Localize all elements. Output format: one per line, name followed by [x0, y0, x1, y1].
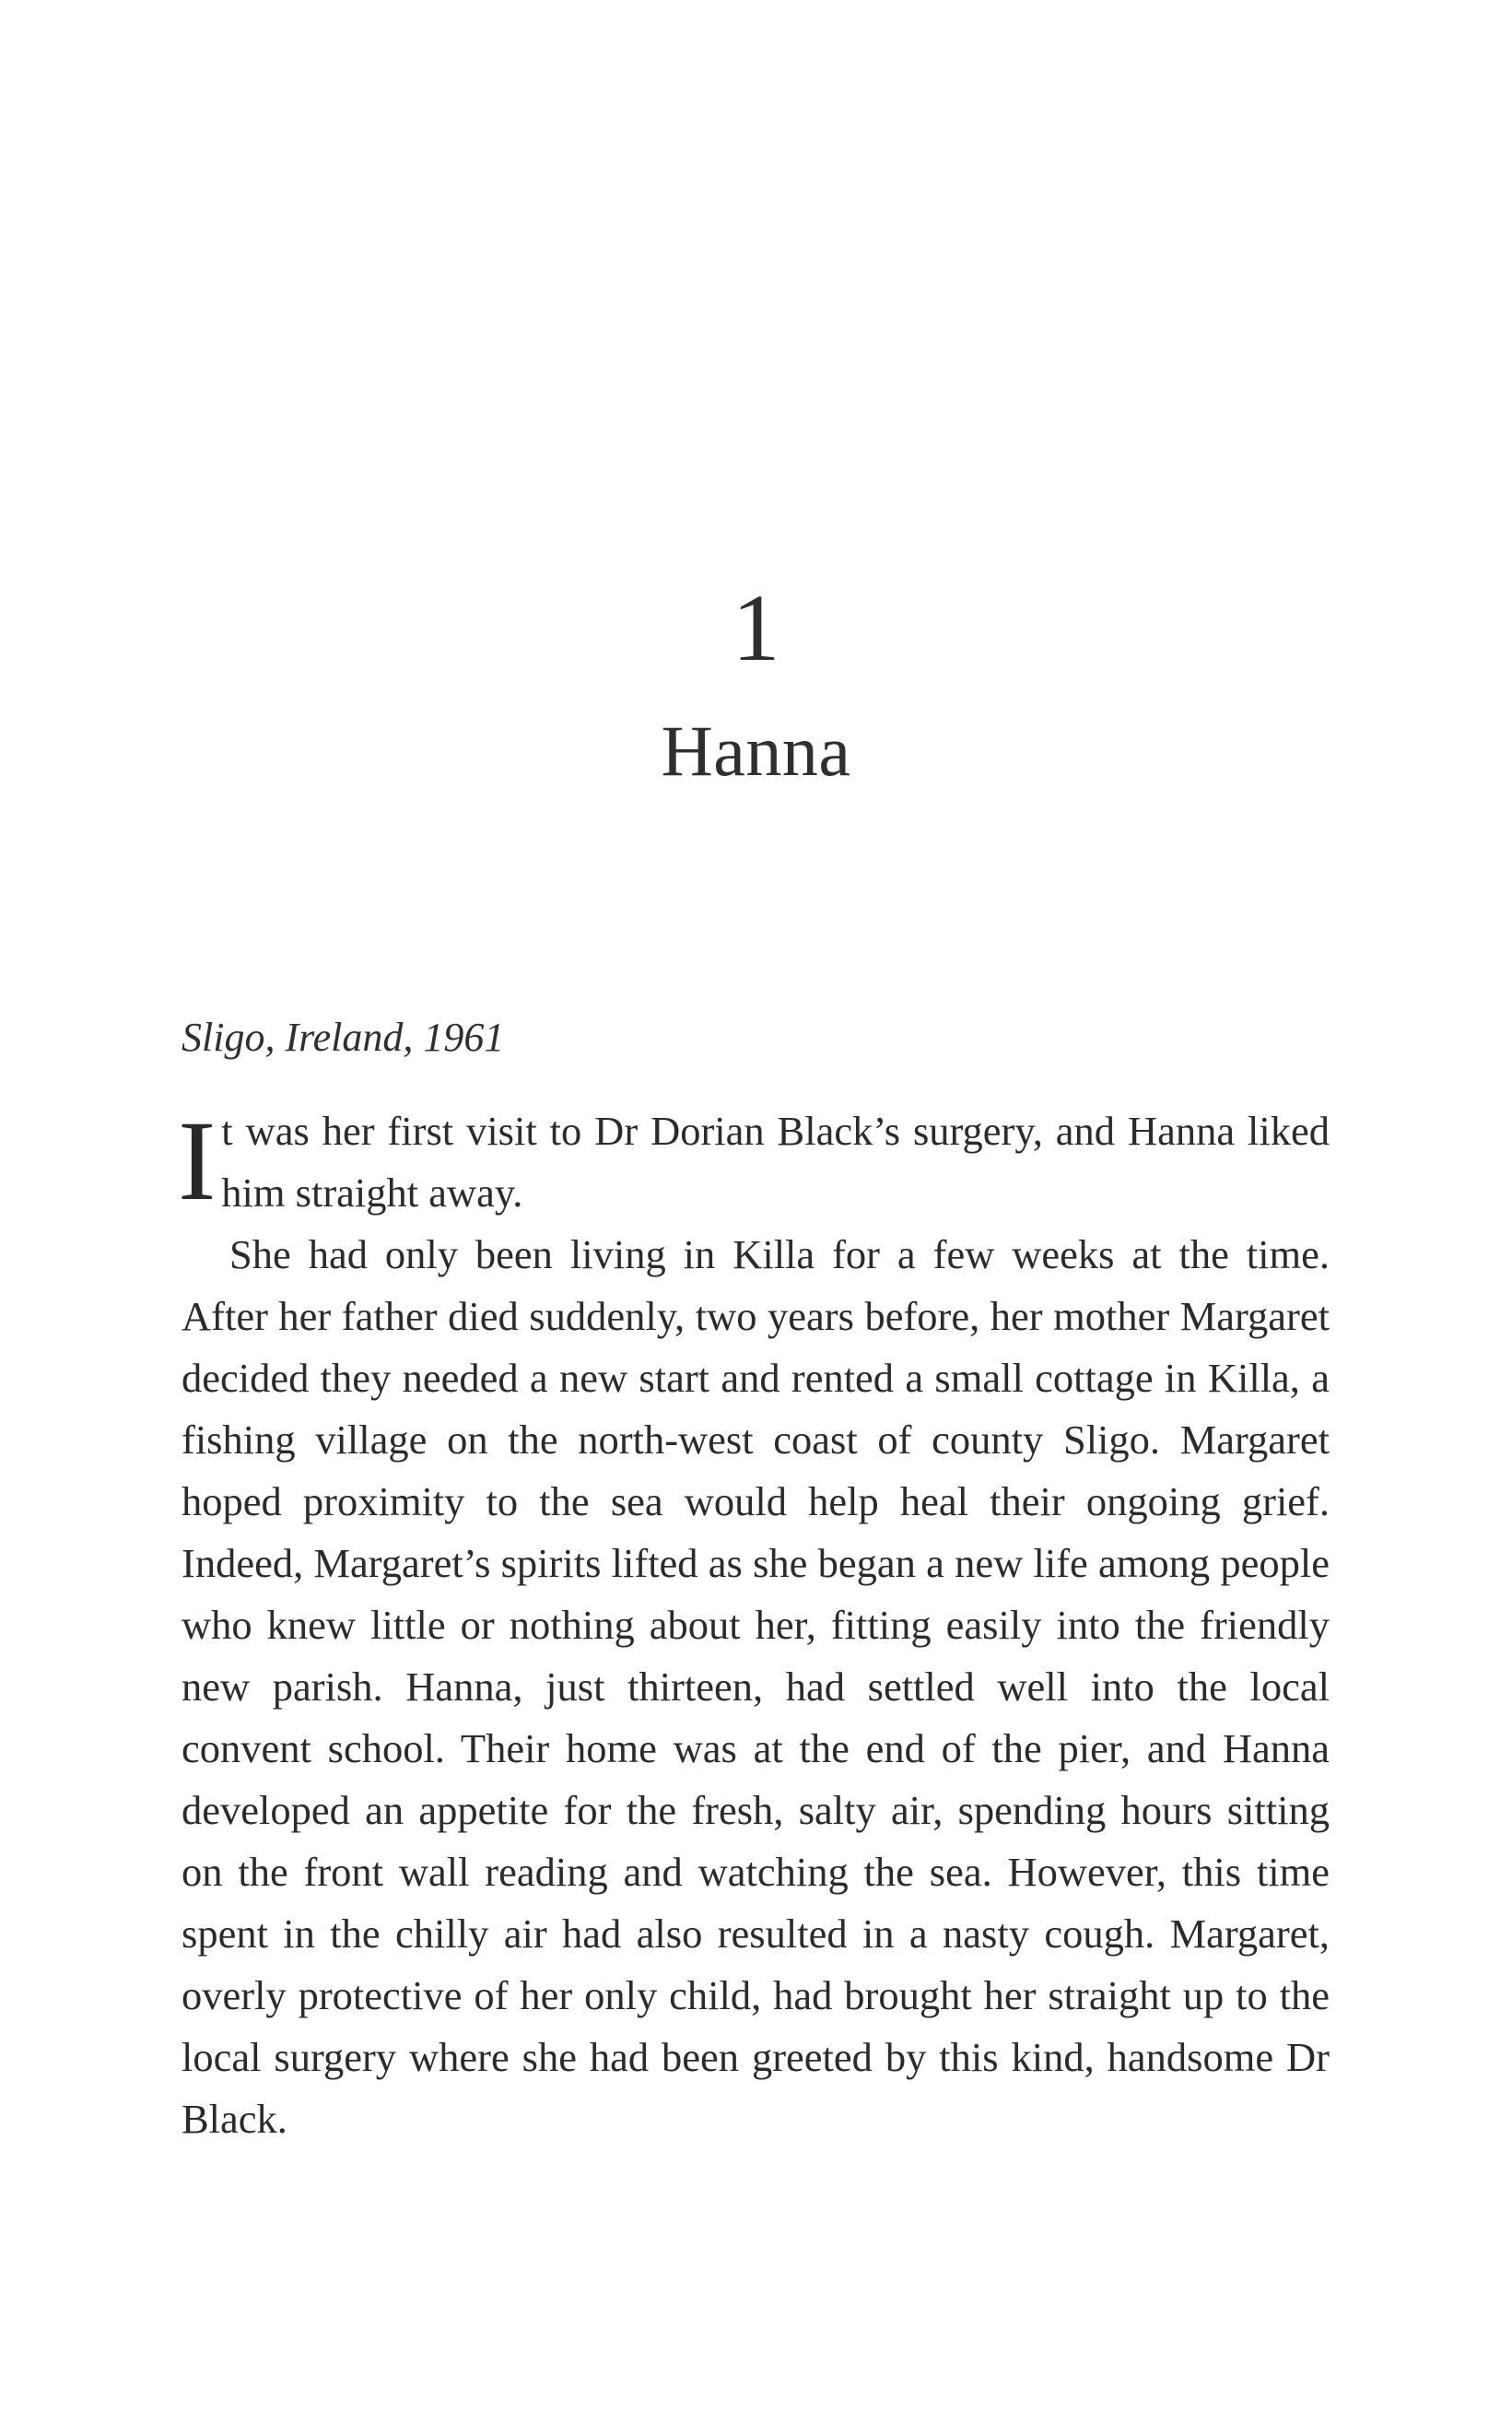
body-paragraph: She had only been living in Killa for a few weeks at the time. After her father died suddenly, two years before, her mother Margaret decided they needed a new start and rented a small cottage in Killa, a fishing village on the north-west coast of county Sligo. Margaret hoped proximity to the sea would help heal their ongoing grief. Indeed, Margaret’s spirits lifted as she began a new life among people who knew little or nothing about her, fitting easily into the friendly new parish. Hanna, just thirteen, had settled well into the local convent school. Their home was at the end of the pier, and Hanna developed an appetite for the fresh, salty air, spending hours sitting on the front wall reading and watching the sea. However, this time spent in the chilly air had also resulted in a nasty cough. Margaret, overly protective of her only child, had brought her straight up to the local surgery where she had been greeted by this kind, handsome Dr Black.: [182, 1231, 1330, 2142]
chapter-number: 1: [732, 575, 780, 681]
chapter-body: [178, 1098, 1330, 2150]
chapter-title: Hanna: [661, 711, 851, 791]
opening-paragraph-text: t was her first visit to Dr Dorian Black’s surgery, and Hanna liked him straight away.: [221, 1108, 1330, 1216]
opening-paragraph: [178, 1098, 1330, 1224]
drop-cap: I: [178, 1098, 217, 1224]
dateline: Sligo, Ireland, 1961: [182, 1015, 505, 1060]
